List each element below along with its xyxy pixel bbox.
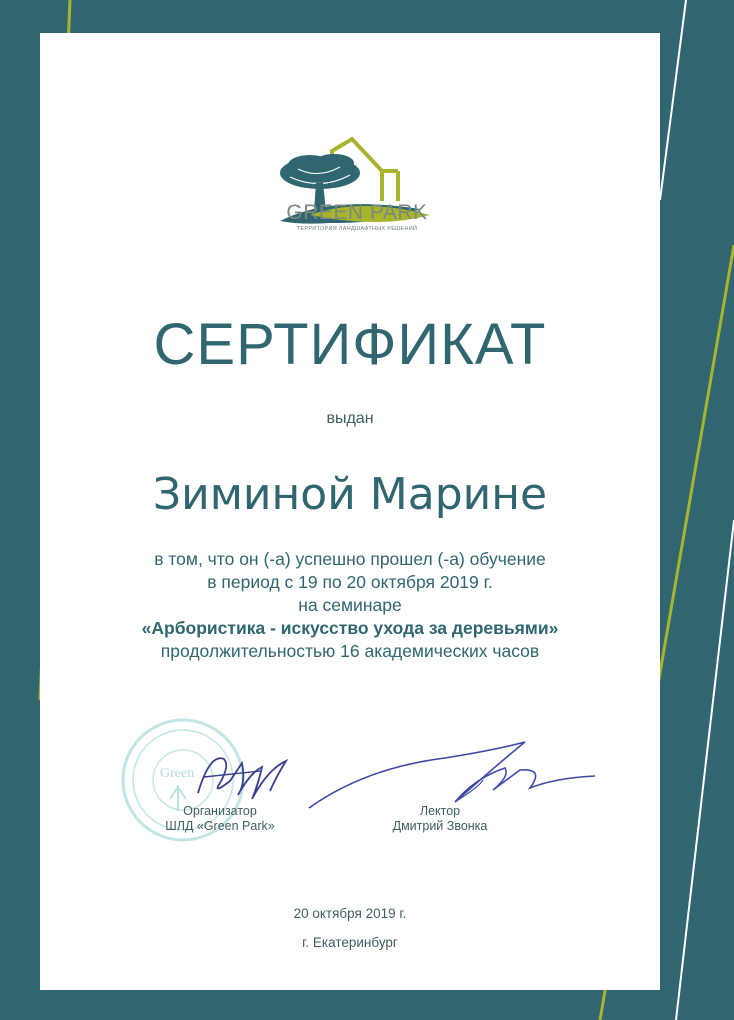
organizer-role: Организатор — [183, 804, 257, 818]
body-line-5: продолжительностью 16 академических часов — [160, 641, 540, 661]
white-line-right-bottom — [676, 520, 734, 1020]
issue-city: г. Екатеринбург — [302, 935, 398, 950]
recipient-name: Зиминой Марине — [152, 469, 548, 520]
lecturer-name: Дмитрий Звонка — [392, 819, 488, 833]
issued-label: выдан — [326, 410, 374, 427]
svg-text:Green: Green — [160, 766, 195, 781]
organizer-caption — [120, 804, 320, 834]
course-title: «Арбористика - искусство ухода за деревьями» — [141, 618, 559, 638]
body-line-2: в период с 19 по 20 октября 2019 г. — [207, 572, 493, 592]
body-line-1: в том, что он (-а) успешно прошел (-а) обучение — [154, 549, 546, 569]
tree-house-logo-icon — [270, 111, 440, 271]
certificate-sheet — [40, 33, 660, 990]
lecturer-role: Лектор — [419, 804, 461, 818]
logo-name: GREEN PARK — [286, 201, 428, 224]
issue-date: 20 октября 2019 г. — [293, 906, 407, 921]
certificate-body — [40, 548, 660, 663]
logo-tagline: ТЕРРИТОРИЯ ЛАНДШАФТНЫХ РЕШЕНИЙ — [296, 226, 418, 232]
lecturer-caption — [340, 804, 540, 834]
body-line-3: на семинаре — [298, 595, 402, 615]
organizer-signature-icon — [190, 733, 300, 813]
organizer-name: ШЛД «Green Park» — [165, 819, 275, 833]
white-line-right-top — [660, 0, 686, 200]
certificate-title: СЕРТИФИКАТ — [153, 312, 547, 377]
